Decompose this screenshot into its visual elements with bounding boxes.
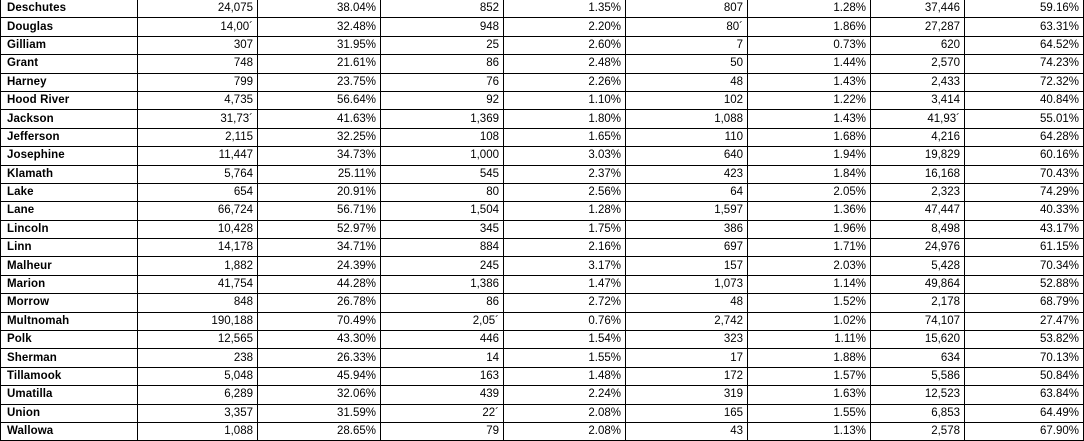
percent-4-cell: 70.13%	[965, 349, 1084, 367]
count-3-cell: 172	[626, 367, 748, 385]
count-2-cell: 1,000	[381, 147, 504, 165]
table-row	[1, 55, 1084, 73]
table-row	[1, 147, 1084, 165]
percent-1-cell: 25.11%	[258, 165, 381, 183]
count-2-cell: 245	[381, 257, 504, 275]
percent-4-cell: 55.01%	[965, 110, 1084, 128]
percent-4-cell: 59.16%	[965, 0, 1084, 18]
count-1-cell: 14,00´	[138, 18, 258, 36]
percent-3-cell: 2.03%	[748, 257, 871, 275]
percent-3-cell: 1.57%	[748, 367, 871, 385]
percent-2-cell: 2.20%	[504, 18, 626, 36]
count-1-cell: 66,724	[138, 202, 258, 220]
count-1-cell: 5,764	[138, 165, 258, 183]
count-1-cell: 307	[138, 36, 258, 54]
count-4-cell: 5,428	[871, 257, 965, 275]
count-4-cell: 2,433	[871, 73, 965, 91]
percent-3-cell: 1.68%	[748, 128, 871, 146]
percent-1-cell: 31.95%	[258, 36, 381, 54]
county-name-cell: Umatilla	[1, 386, 138, 404]
percent-3-cell: 1.94%	[748, 147, 871, 165]
count-3-cell: 319	[626, 386, 748, 404]
count-3-cell: 7	[626, 36, 748, 54]
count-1-cell: 654	[138, 183, 258, 201]
table-row	[1, 110, 1084, 128]
count-3-cell: 323	[626, 331, 748, 349]
count-2-cell: 76	[381, 73, 504, 91]
percent-3-cell: 1.13%	[748, 422, 871, 440]
county-name-cell: Lane	[1, 202, 138, 220]
percent-4-cell: 70.34%	[965, 257, 1084, 275]
table-row	[1, 183, 1084, 201]
percent-2-cell: 1.65%	[504, 128, 626, 146]
count-3-cell: 48	[626, 294, 748, 312]
count-4-cell: 2,178	[871, 294, 965, 312]
county-name-cell: Jackson	[1, 110, 138, 128]
percent-3-cell: 1.44%	[748, 55, 871, 73]
count-2-cell: 14	[381, 349, 504, 367]
count-1-cell: 11,447	[138, 147, 258, 165]
percent-1-cell: 34.73%	[258, 147, 381, 165]
count-3-cell: 386	[626, 220, 748, 238]
percent-2-cell: 1.55%	[504, 349, 626, 367]
table-row	[1, 239, 1084, 257]
percent-2-cell: 1.10%	[504, 91, 626, 109]
percent-1-cell: 32.25%	[258, 128, 381, 146]
county-name-cell: Klamath	[1, 165, 138, 183]
percent-2-cell: 2.24%	[504, 386, 626, 404]
percent-2-cell: 2.16%	[504, 239, 626, 257]
count-4-cell: 24,976	[871, 239, 965, 257]
percent-2-cell: 1.35%	[504, 0, 626, 18]
percent-4-cell: 64.52%	[965, 36, 1084, 54]
percent-1-cell: 45.94%	[258, 367, 381, 385]
percent-2-cell: 1.54%	[504, 331, 626, 349]
table-row	[1, 202, 1084, 220]
percent-1-cell: 70.49%	[258, 312, 381, 330]
county-name-cell: Douglas	[1, 18, 138, 36]
percent-3-cell: 1.14%	[748, 275, 871, 293]
count-2-cell: 545	[381, 165, 504, 183]
percent-2-cell: 2.60%	[504, 36, 626, 54]
county-name-cell: Morrow	[1, 294, 138, 312]
percent-3-cell: 0.73%	[748, 36, 871, 54]
table-row	[1, 257, 1084, 275]
count-3-cell: 2,742	[626, 312, 748, 330]
percent-4-cell: 64.28%	[965, 128, 1084, 146]
table-row	[1, 36, 1084, 54]
count-3-cell: 80´	[626, 18, 748, 36]
count-1-cell: 24,075	[138, 0, 258, 18]
percent-2-cell: 1.28%	[504, 202, 626, 220]
count-3-cell: 1,597	[626, 202, 748, 220]
county-name-cell: Linn	[1, 239, 138, 257]
percent-4-cell: 64.49%	[965, 404, 1084, 422]
count-4-cell: 41,93´	[871, 110, 965, 128]
percent-3-cell: 1.43%	[748, 110, 871, 128]
percent-3-cell: 1.36%	[748, 202, 871, 220]
county-name-cell: Polk	[1, 331, 138, 349]
count-2-cell: 86	[381, 55, 504, 73]
percent-3-cell: 2.05%	[748, 183, 871, 201]
percent-3-cell: 1.52%	[748, 294, 871, 312]
percent-2-cell: 1.80%	[504, 110, 626, 128]
count-4-cell: 47,447	[871, 202, 965, 220]
percent-4-cell: 70.43%	[965, 165, 1084, 183]
count-2-cell: 108	[381, 128, 504, 146]
percent-4-cell: 74.23%	[965, 55, 1084, 73]
count-1-cell: 4,735	[138, 91, 258, 109]
percent-1-cell: 24.39%	[258, 257, 381, 275]
count-1-cell: 748	[138, 55, 258, 73]
percent-2-cell: 1.48%	[504, 367, 626, 385]
count-3-cell: 165	[626, 404, 748, 422]
count-4-cell: 8,498	[871, 220, 965, 238]
county-name-cell: Marion	[1, 275, 138, 293]
count-4-cell: 5,586	[871, 367, 965, 385]
percent-1-cell: 52.97%	[258, 220, 381, 238]
count-4-cell: 15,620	[871, 331, 965, 349]
count-3-cell: 17	[626, 349, 748, 367]
county-name-cell: Deschutes	[1, 0, 138, 18]
count-4-cell: 4,216	[871, 128, 965, 146]
percent-1-cell: 21.61%	[258, 55, 381, 73]
count-4-cell: 27,287	[871, 18, 965, 36]
percent-2-cell: 2.37%	[504, 165, 626, 183]
county-name-cell: Malheur	[1, 257, 138, 275]
percent-3-cell: 1.22%	[748, 91, 871, 109]
count-3-cell: 807	[626, 0, 748, 18]
percent-3-cell: 1.71%	[748, 239, 871, 257]
table-row	[1, 386, 1084, 404]
count-1-cell: 41,754	[138, 275, 258, 293]
percent-4-cell: 60.16%	[965, 147, 1084, 165]
count-3-cell: 43	[626, 422, 748, 440]
percent-4-cell: 68.79%	[965, 294, 1084, 312]
count-4-cell: 6,853	[871, 404, 965, 422]
count-2-cell: 25	[381, 36, 504, 54]
percent-4-cell: 63.31%	[965, 18, 1084, 36]
count-1-cell: 848	[138, 294, 258, 312]
count-2-cell: 345	[381, 220, 504, 238]
percent-4-cell: 27.47%	[965, 312, 1084, 330]
percent-1-cell: 41.63%	[258, 110, 381, 128]
county-name-cell: Harney	[1, 73, 138, 91]
count-2-cell: 92	[381, 91, 504, 109]
county-name-cell: Multnomah	[1, 312, 138, 330]
county-name-cell: Hood River	[1, 91, 138, 109]
percent-4-cell: 53.82%	[965, 331, 1084, 349]
county-name-cell: Union	[1, 404, 138, 422]
county-name-cell: Josephine	[1, 147, 138, 165]
percent-4-cell: 40.33%	[965, 202, 1084, 220]
percent-2-cell: 2.56%	[504, 183, 626, 201]
count-2-cell: 439	[381, 386, 504, 404]
count-4-cell: 16,168	[871, 165, 965, 183]
count-3-cell: 697	[626, 239, 748, 257]
count-1-cell: 1,882	[138, 257, 258, 275]
count-2-cell: 22´	[381, 404, 504, 422]
count-4-cell: 2,323	[871, 183, 965, 201]
count-2-cell: 884	[381, 239, 504, 257]
percent-1-cell: 43.30%	[258, 331, 381, 349]
county-name-cell: Jefferson	[1, 128, 138, 146]
count-1-cell: 5,048	[138, 367, 258, 385]
count-1-cell: 799	[138, 73, 258, 91]
county-name-cell: Tillamook	[1, 367, 138, 385]
count-4-cell: 2,570	[871, 55, 965, 73]
count-2-cell: 163	[381, 367, 504, 385]
count-2-cell: 80	[381, 183, 504, 201]
percent-3-cell: 1.02%	[748, 312, 871, 330]
count-2-cell: 86	[381, 294, 504, 312]
table-row	[1, 275, 1084, 293]
table-row	[1, 312, 1084, 330]
percent-4-cell: 74.29%	[965, 183, 1084, 201]
table-row	[1, 404, 1084, 422]
count-3-cell: 50	[626, 55, 748, 73]
count-3-cell: 640	[626, 147, 748, 165]
count-4-cell: 12,523	[871, 386, 965, 404]
percent-4-cell: 72.32%	[965, 73, 1084, 91]
count-1-cell: 6,289	[138, 386, 258, 404]
percent-3-cell: 1.11%	[748, 331, 871, 349]
table-row	[1, 0, 1084, 18]
percent-3-cell: 1.55%	[748, 404, 871, 422]
count-1-cell: 190,188	[138, 312, 258, 330]
percent-2-cell: 2.26%	[504, 73, 626, 91]
count-1-cell: 238	[138, 349, 258, 367]
percent-1-cell: 38.04%	[258, 0, 381, 18]
county-name-cell: Wallowa	[1, 422, 138, 440]
percent-1-cell: 31.59%	[258, 404, 381, 422]
county-name-cell: Lake	[1, 183, 138, 201]
table-row	[1, 165, 1084, 183]
percent-1-cell: 32.06%	[258, 386, 381, 404]
percent-1-cell: 32.48%	[258, 18, 381, 36]
table-row	[1, 367, 1084, 385]
count-2-cell: 1,504	[381, 202, 504, 220]
percent-2-cell: 2.72%	[504, 294, 626, 312]
count-4-cell: 2,578	[871, 422, 965, 440]
percent-2-cell: 1.75%	[504, 220, 626, 238]
count-3-cell: 64	[626, 183, 748, 201]
count-2-cell: 79	[381, 422, 504, 440]
percent-1-cell: 23.75%	[258, 73, 381, 91]
percent-2-cell: 3.03%	[504, 147, 626, 165]
count-2-cell: 948	[381, 18, 504, 36]
count-3-cell: 423	[626, 165, 748, 183]
count-3-cell: 1,073	[626, 275, 748, 293]
table-row	[1, 18, 1084, 36]
count-1-cell: 10,428	[138, 220, 258, 238]
percent-1-cell: 26.78%	[258, 294, 381, 312]
count-4-cell: 37,446	[871, 0, 965, 18]
count-4-cell: 3,414	[871, 91, 965, 109]
count-3-cell: 102	[626, 91, 748, 109]
table-row	[1, 422, 1084, 440]
percent-4-cell: 50.84%	[965, 367, 1084, 385]
count-3-cell: 48	[626, 73, 748, 91]
count-3-cell: 157	[626, 257, 748, 275]
percent-2-cell: 2.08%	[504, 404, 626, 422]
count-2-cell: 1,369	[381, 110, 504, 128]
count-1-cell: 12,565	[138, 331, 258, 349]
percent-3-cell: 1.43%	[748, 73, 871, 91]
percent-2-cell: 0.76%	[504, 312, 626, 330]
percent-4-cell: 40.84%	[965, 91, 1084, 109]
table-row	[1, 220, 1084, 238]
county-name-cell: Gilliam	[1, 36, 138, 54]
percent-1-cell: 26.33%	[258, 349, 381, 367]
count-4-cell: 620	[871, 36, 965, 54]
count-2-cell: 2,05´	[381, 312, 504, 330]
percent-3-cell: 1.88%	[748, 349, 871, 367]
count-1-cell: 14,178	[138, 239, 258, 257]
percent-1-cell: 28.65%	[258, 422, 381, 440]
percent-3-cell: 1.86%	[748, 18, 871, 36]
percent-3-cell: 1.96%	[748, 220, 871, 238]
count-1-cell: 1,088	[138, 422, 258, 440]
count-4-cell: 634	[871, 349, 965, 367]
percent-1-cell: 20.91%	[258, 183, 381, 201]
percent-3-cell: 1.28%	[748, 0, 871, 18]
percent-4-cell: 61.15%	[965, 239, 1084, 257]
percent-1-cell: 44.28%	[258, 275, 381, 293]
percent-4-cell: 43.17%	[965, 220, 1084, 238]
count-1-cell: 31,73´	[138, 110, 258, 128]
percent-3-cell: 1.84%	[748, 165, 871, 183]
count-4-cell: 49,864	[871, 275, 965, 293]
percent-2-cell: 2.08%	[504, 422, 626, 440]
table-row	[1, 73, 1084, 91]
count-2-cell: 1,386	[381, 275, 504, 293]
percent-4-cell: 67.90%	[965, 422, 1084, 440]
table-row	[1, 331, 1084, 349]
percent-3-cell: 1.63%	[748, 386, 871, 404]
count-2-cell: 852	[381, 0, 504, 18]
percent-1-cell: 56.64%	[258, 91, 381, 109]
county-name-cell: Sherman	[1, 349, 138, 367]
count-3-cell: 110	[626, 128, 748, 146]
count-4-cell: 19,829	[871, 147, 965, 165]
table-body	[1, 0, 1084, 441]
county-name-cell: Grant	[1, 55, 138, 73]
percent-2-cell: 3.17%	[504, 257, 626, 275]
percent-4-cell: 63.84%	[965, 386, 1084, 404]
count-1-cell: 3,357	[138, 404, 258, 422]
percent-2-cell: 2.48%	[504, 55, 626, 73]
percent-1-cell: 34.71%	[258, 239, 381, 257]
count-2-cell: 446	[381, 331, 504, 349]
table-row	[1, 349, 1084, 367]
table-row	[1, 91, 1084, 109]
table-row	[1, 294, 1084, 312]
count-1-cell: 2,115	[138, 128, 258, 146]
percent-4-cell: 52.88%	[965, 275, 1084, 293]
count-4-cell: 74,107	[871, 312, 965, 330]
percent-1-cell: 56.71%	[258, 202, 381, 220]
count-3-cell: 1,088	[626, 110, 748, 128]
table-row	[1, 128, 1084, 146]
county-name-cell: Lincoln	[1, 220, 138, 238]
percent-2-cell: 1.47%	[504, 275, 626, 293]
